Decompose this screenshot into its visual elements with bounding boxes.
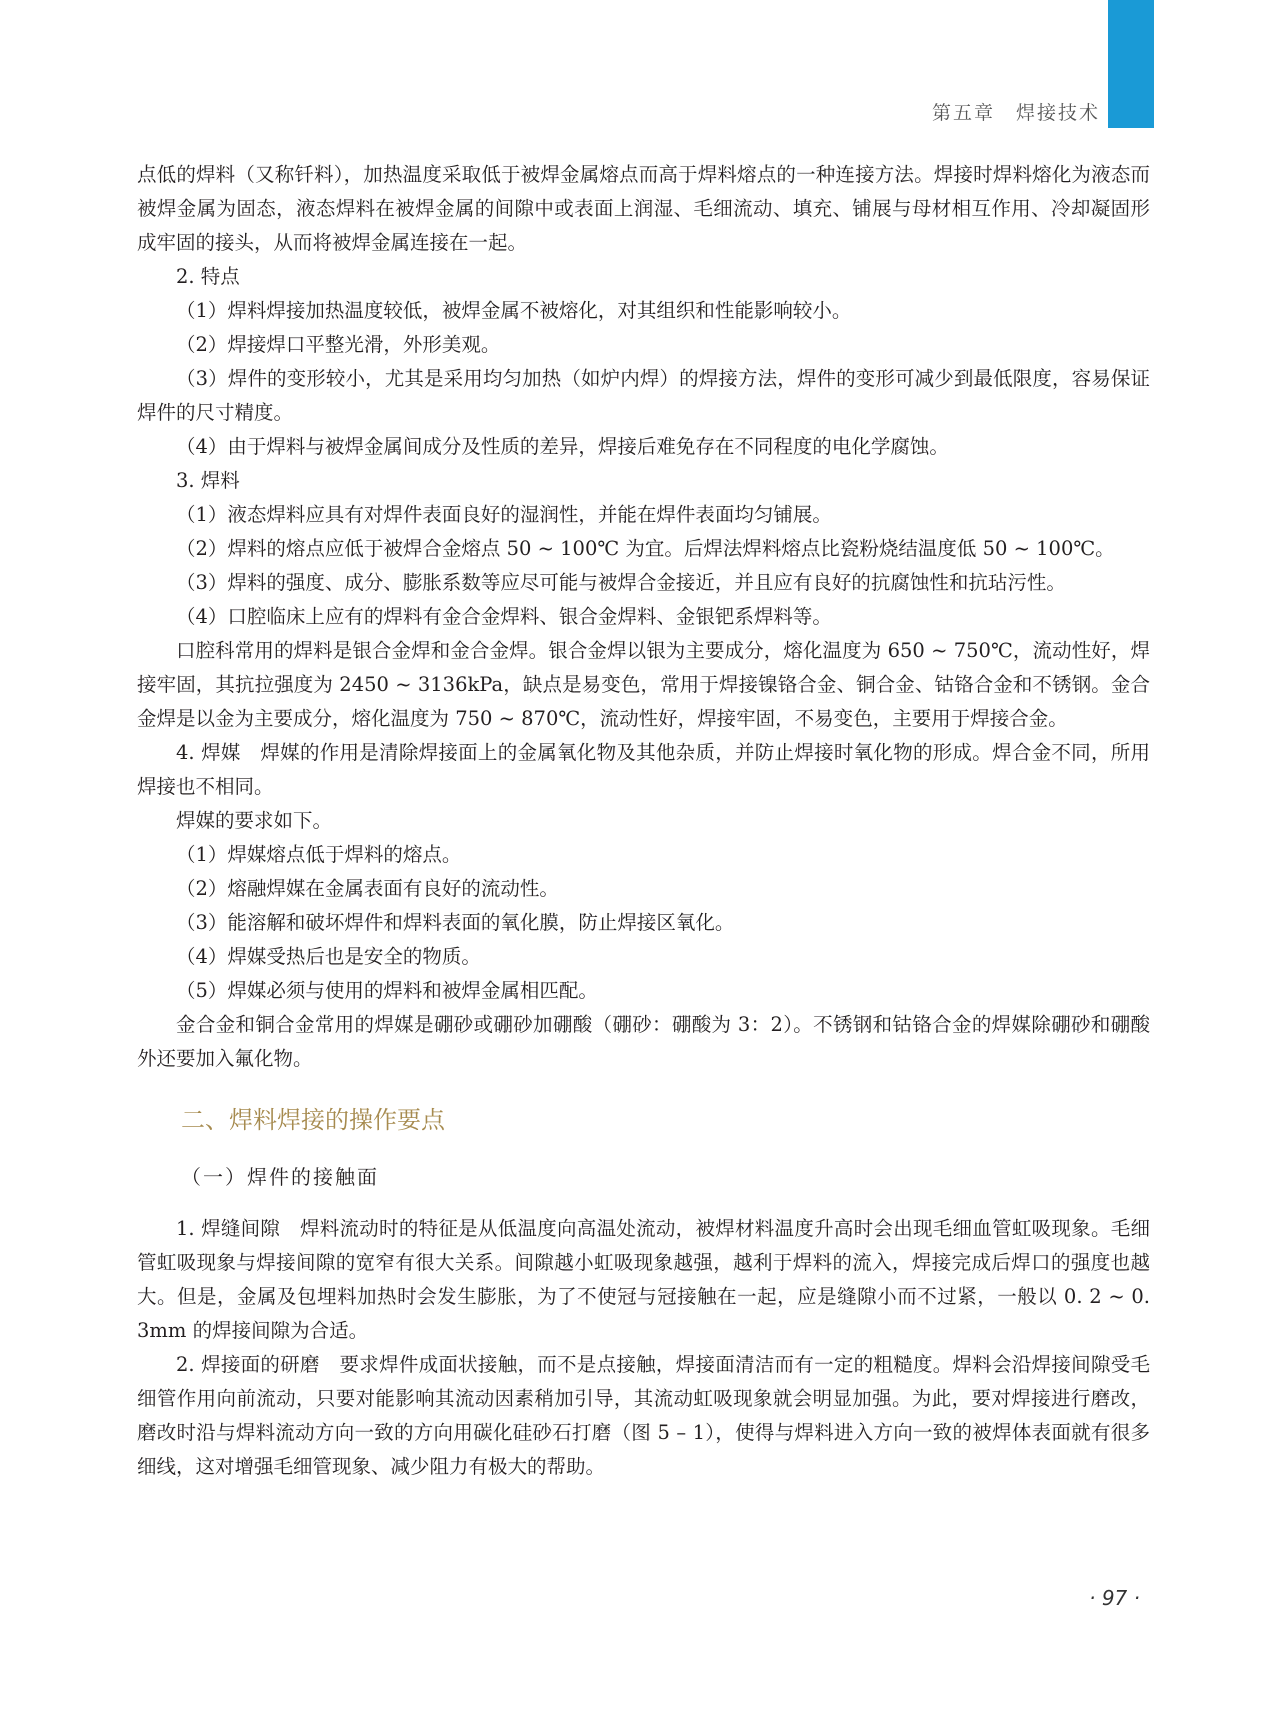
list-item: （1）液态焊料应具有对焊件表面良好的湿润性，并能在焊件表面均匀铺展。 xyxy=(176,503,832,526)
list-item: （2）焊料的熔点应低于被焊合金熔点 50 ~ 100℃ 为宜。后焊法焊料熔点比瓷粉烧结温度低 50 ~ 100℃。 xyxy=(176,537,1115,560)
paragraph-flux: 4. 焊媒 焊媒的作用是清除焊接面上的金属氧化物及其他杂质，并防止焊接时氧化物的形成。焊合金不同，所用焊接也不相同。 xyxy=(137,741,1150,798)
list-item: （5）焊媒必须与使用的焊料和被焊金属相匹配。 xyxy=(176,979,598,1002)
running-header: 第五章 焊接技术 xyxy=(931,102,1100,124)
list-item: （2）焊接焊口平整光滑，外形美观。 xyxy=(176,333,501,356)
heading-features: 2. 特点 xyxy=(176,265,240,288)
list-item: （1）焊媒熔点低于焊料的熔点。 xyxy=(176,843,462,866)
list-item: （1）焊料焊接加热温度较低，被焊金属不被熔化，对其组织和性能影响较小。 xyxy=(176,299,852,322)
paragraph: 焊媒的要求如下。 xyxy=(176,809,333,832)
paragraph: 2. 焊接面的研磨 要求焊件成面状接触，而不是点接触，焊接面清洁而有一定的粗糙度。焊料会沿焊接间隙受毛细管作用向前流动，只要对能影响其流动因素稍加引导，其流动虹吸现象就会明显加强。为此，要对焊接进行磨改，磨改时沿与焊料流动方向一致的方向用碳化硅砂石打磨（图 5 – 1），使得与焊料进入方向一致的被焊体表面就有很多细线，这对增强毛细管现象、减少阻力有极大的帮助。 xyxy=(137,1353,1150,1478)
page-body xyxy=(137,158,1150,1484)
list-item: （3）焊件的变形较小，尤其是采用均匀加热（如炉内焊）的焊接方法，焊件的变形可减少到最低限度，容易保证焊件的尺寸精度。 xyxy=(137,367,1150,424)
list-item: （4）焊媒受热后也是安全的物质。 xyxy=(176,945,481,968)
paragraph: 金合金和铜合金常用的焊媒是硼砂或硼砂加硼酸（硼砂：硼酸为 3：2）。不锈钢和钴铬合金的焊媒除硼砂和硼酸外还要加入氟化物。 xyxy=(137,1013,1150,1070)
section-title: 二、焊料焊接的操作要点 xyxy=(181,1106,445,1134)
list-item: （4）由于焊料与被焊金属间成分及性质的差异，焊接后难免存在不同程度的电化学腐蚀。 xyxy=(176,435,949,458)
chapter-tab-marker xyxy=(1108,0,1154,128)
paragraph: 1. 焊缝间隙 焊料流动时的特征是从低温度向高温处流动，被焊材料温度升高时会出现毛细血管虹吸现象。毛细管虹吸现象与焊接间隙的宽窄有很大关系。间隙越小虹吸现象越强，越利于焊料的流入，焊接完成后焊口的强度也越大。但是，金属及包埋料加热时会发生膨胀，为了不使冠与冠接触在一起，应是缝隙小而不过紧，一般以 0. 2 ~ 0. 3mm 的焊接间隙为合适。 xyxy=(137,1217,1150,1342)
list-item: （4）口腔临床上应有的焊料有金合金焊料、银合金焊料、金银钯系焊料等。 xyxy=(176,605,832,628)
paragraph: 口腔科常用的焊料是银合金焊和金合金焊。银合金焊以银为主要成分，熔化温度为 650 ~ 750℃，流动性好，焊接牢固，其抗拉强度为 2450 ~ 3136kPa，缺点是易变色，常用于焊接镍铬合金、铜合金、钴铬合金和不锈钢。金合金焊是以金为主要成分，熔化温度为 750 ~ 870℃，流动性好，焊接牢固，不易变色，主要用于焊接合金。 xyxy=(137,639,1150,730)
page-number: · 97 · xyxy=(1089,1586,1140,1610)
heading-solder: 3. 焊料 xyxy=(176,469,240,492)
paragraph: 点低的焊料（又称钎料），加热温度采取低于被焊金属熔点而高于焊料熔点的一种连接方法。焊接时焊料熔化为液态而被焊金属为固态，液态焊料在被焊金属的间隙中或表面上润湿、毛细流动、填充、铺展与母材相互作用、冷却凝固形成牢固的接头，从而将被焊金属连接在一起。 xyxy=(137,163,1150,254)
list-item: （2）熔融焊媒在金属表面有良好的流动性。 xyxy=(176,877,559,900)
subsection-title: （一）焊件的接触面 xyxy=(181,1165,379,1189)
list-item: （3）焊料的强度、成分、膨胀系数等应尽可能与被焊合金接近，并且应有良好的抗腐蚀性和抗玷污性。 xyxy=(176,571,1066,594)
list-item: （3）能溶解和破坏焊件和焊料表面的氧化膜，防止焊接区氧化。 xyxy=(176,911,735,934)
